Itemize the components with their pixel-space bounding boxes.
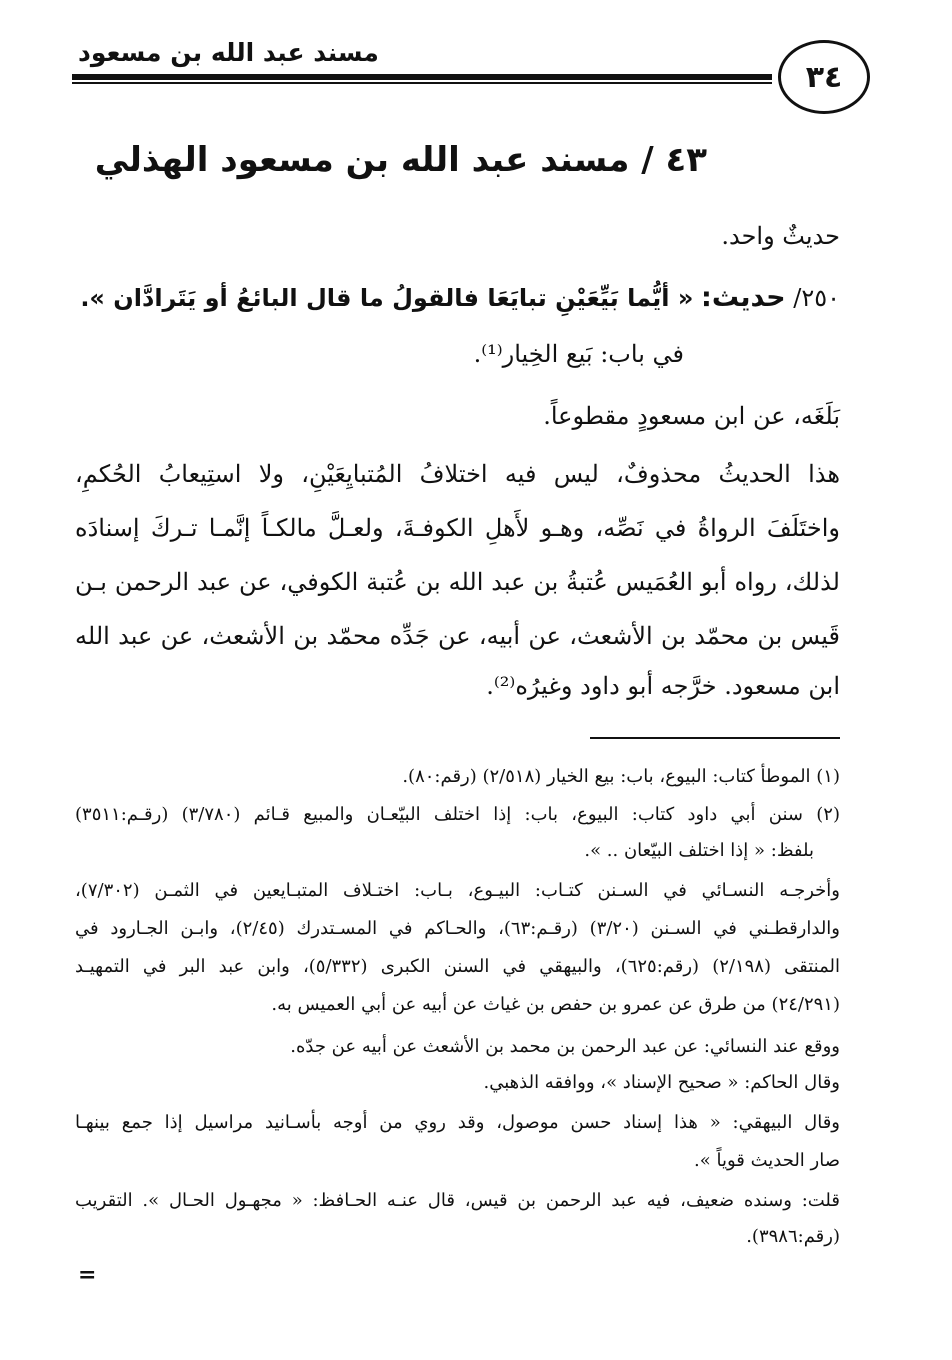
paragraph-line: واختَلَفَ الرواةُ في نَصِّه، وهـو لأَهلِ الكوفـةَ، ولعـلَّ مالكـاً إنَّمـا تـركَ إسنادَه [75, 514, 840, 542]
footnote-line: (٢٤/٢٩١) من طرق عن عمرو بن حفص بن غياث عن أبيه عن أبي العميس به. [271, 994, 840, 1015]
footnote-line: صار الحديث قوياً ». [694, 1150, 840, 1171]
paragraph-line: لذلك، رواه أبو العُمَيس عُتبةُ بن عبد الله بن عُتبة الكوفي، عن عبد الرحمن بـن [75, 568, 840, 596]
footnote-line: وقال الحاكم: « صحيح الإسناد »، ووافقه الذهبي. [483, 1072, 840, 1093]
bab-line: في باب: بَيع الخِيار⁽¹⁾. [473, 340, 684, 368]
footnote-line: وأخرجـه النسـائي في السـنن كتـاب: البيـوع، بـاب: اختـلاف المتبـايعين في الثمـن (٧/٣٠٢)، [75, 880, 840, 901]
footnote-line: ووقع عند النسائي: عن عبد الرحمن بن محمد بن الأشعث عن أبيه عن جدّه. [290, 1036, 840, 1057]
header-rule [72, 74, 772, 84]
paragraph-line: قَيس بن محمّد بن الأشعث، عن أبيه، عن جَدِّه محمّد بن الأشعث، عن عبد الله [75, 622, 840, 650]
footnote-line: قلت: وسنده ضعيف، فيه عبد الرحمن بن قيس، قال عنـه الحـافظ: « مجهـول الحـال ». التقريب [75, 1190, 840, 1211]
paragraph-line: ابن مسعود. خرَّجه أبو داود وغيرُه⁽²⁾. [486, 672, 840, 700]
hadith-label: حديث: [701, 282, 786, 313]
section-title: ٤٣ / مسند عبد الله بن مسعود الهذلي [94, 140, 707, 180]
hadith-number: ٢٥٠/ [793, 284, 840, 312]
footnote-line: (٢) سنن أبي داود كتاب: البيوع، باب: إذا اختلف البيّعـان والمبيع قـائم (٣/٧٨٠) (رقـم:٣٥١١) [75, 804, 840, 825]
footnote-line: (١) الموطأ كتاب: البيوع، باب: بيع الخيار (٢/٥١٨) (رقم:٨٠). [402, 766, 840, 787]
footnote-line: والدارقطـني في السـنن (٣/٢٠) (رقـم:٦٣)، والحـاكم في المسـتدرك (٢/٤٥)، وابـن الجـارود في [75, 918, 840, 939]
balaghahu-line: بَلَغَه، عن ابن مسعودٍ مقطوعاً. [543, 402, 840, 430]
footnote-line: وقال البيهقي: « هذا إسناد حسن موصول، وقد روي من أوجه بأسـانيد مراسيل إذا جمع بينهـا [75, 1112, 840, 1133]
continuation-mark: = [78, 1262, 97, 1288]
hadith-line [80, 282, 840, 313]
page-number: ٣٤ [778, 40, 870, 114]
hadith-text: « أيُّما بَيِّعَيْنِ تبايَعَا فالقولُ ما قال البائعُ أو يَتَرادَّان ». [80, 284, 694, 312]
paragraph-line: هذا الحديثُ محذوفٌ، ليس فيه اختلافُ المُتبايِعَيْنِ، ولا استِيعابُ الحُكمِ، [75, 460, 840, 488]
body-line-intro: حديثٌ واحد. [721, 222, 840, 250]
running-title: مسند عبد الله بن مسعود [78, 38, 379, 67]
footnote-line: بلفظ: « إذا اختلف البيّعان .. ». [584, 840, 814, 861]
footnote-line: (رقم:٣٩٨٦). [746, 1226, 840, 1247]
footnote-rule [590, 737, 840, 739]
footnote-line: المنتقى (٢/١٩٨) (رقم:٦٢٥)، والبيهقي في السنن الكبرى (٥/٣٣٢)، وابن عبد البر في التمهيـد [75, 956, 841, 977]
